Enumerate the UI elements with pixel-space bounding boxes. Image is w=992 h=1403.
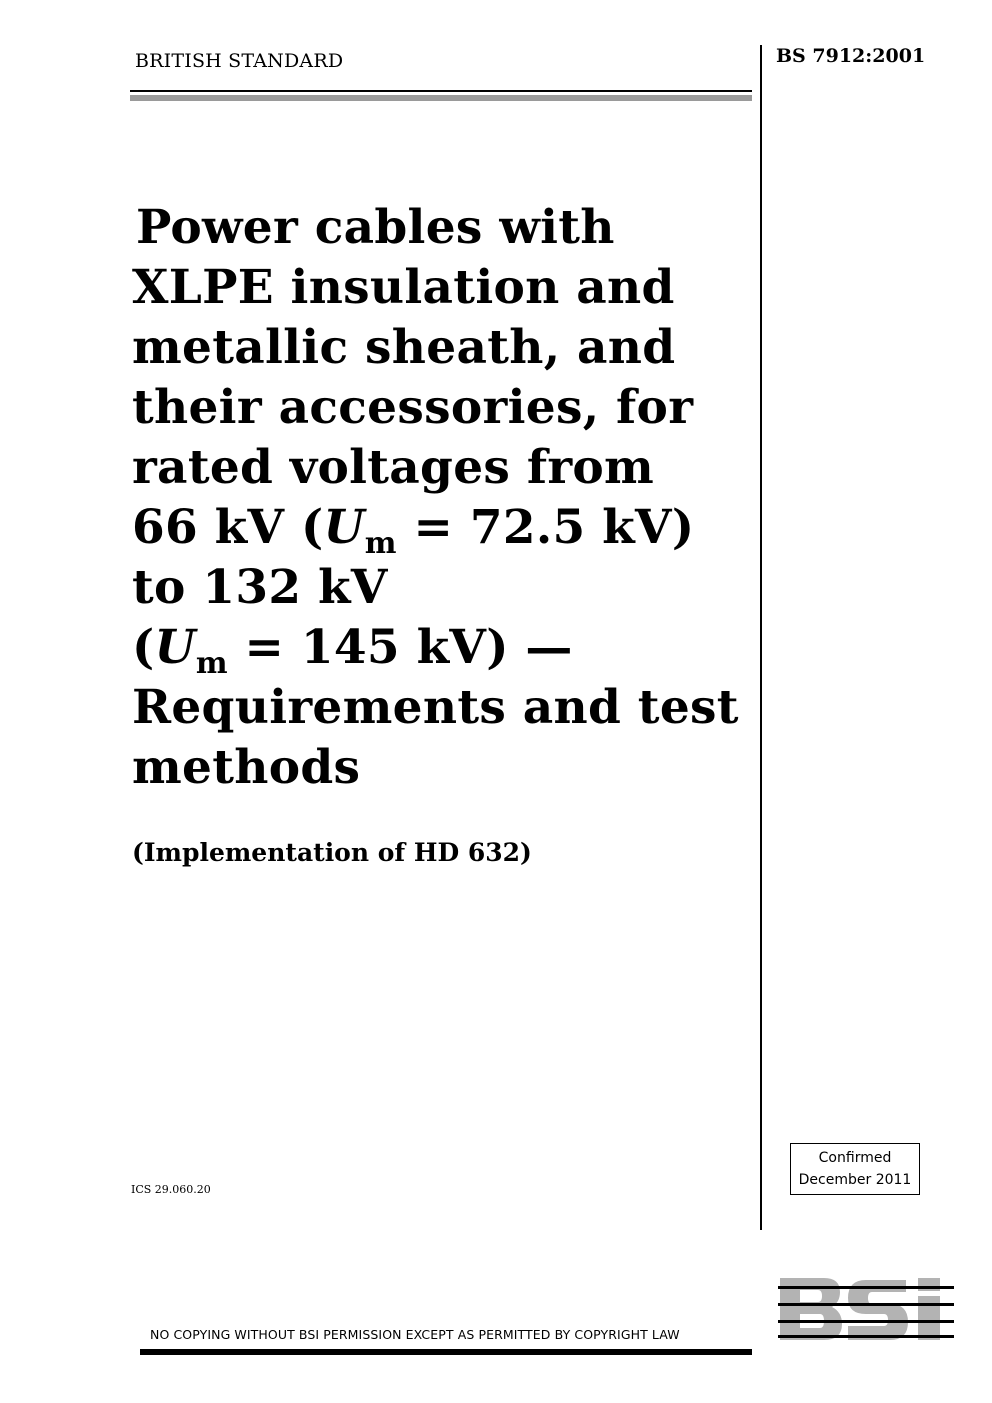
- title-line: metallic sheath, and: [132, 320, 676, 375]
- title-line: to 132 kV: [132, 560, 388, 615]
- title-line: Requirements and test: [132, 680, 739, 735]
- copyright-notice: NO COPYING WITHOUT BSI PERMISSION EXCEPT AS PERMITTED BY COPYRIGHT LAW: [150, 1327, 680, 1342]
- header-rule: [130, 90, 752, 92]
- vertical-divider: [760, 45, 762, 1230]
- bsi-logo: [778, 1276, 954, 1342]
- title-line: their accessories, for: [132, 380, 694, 435]
- standard-number: BS 7912:2001: [776, 45, 926, 67]
- title-text: = 72.5 kV): [396, 500, 695, 555]
- header-rule-grey: [130, 95, 752, 101]
- title-line: Power cables with: [136, 200, 615, 255]
- voltage-subscript: m: [364, 526, 397, 561]
- document-title: [132, 198, 752, 798]
- confirmed-stamp: [790, 1143, 920, 1195]
- title-line: methods: [132, 740, 361, 795]
- implementation-note: (Implementation of HD 632): [132, 838, 532, 867]
- title-line: [132, 498, 752, 561]
- confirmed-label: Confirmed: [818, 1150, 892, 1166]
- title-line: rated voltages from: [132, 440, 655, 495]
- confirmed-date: December 2011: [798, 1172, 912, 1188]
- title-line: XLPE insulation and: [132, 260, 675, 315]
- voltage-symbol: U: [154, 620, 196, 675]
- document-series: BRITISH STANDARD: [135, 50, 344, 72]
- voltage-symbol: U: [323, 500, 365, 555]
- title-text: (: [132, 620, 155, 675]
- title-line: [132, 618, 752, 681]
- footer-rule: [140, 1349, 752, 1355]
- ics-code: ICS 29.060.20: [131, 1183, 211, 1196]
- title-text: = 145 kV) —: [227, 620, 573, 675]
- voltage-subscript: m: [195, 646, 228, 681]
- title-text: 66 kV (: [132, 500, 324, 555]
